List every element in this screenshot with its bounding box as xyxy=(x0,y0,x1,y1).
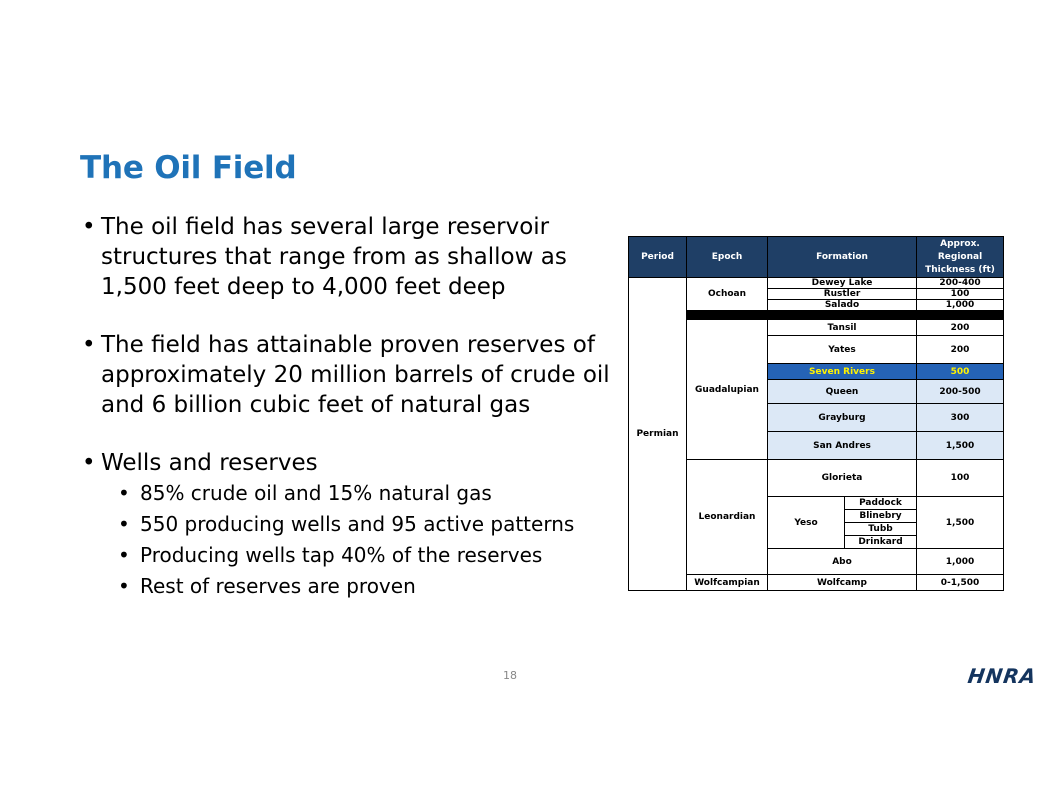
thickness-rustler: 100 xyxy=(917,289,1004,300)
header-epoch: Epoch xyxy=(687,237,768,278)
thickness-tansil: 200 xyxy=(917,320,1004,336)
thickness-yates: 200 xyxy=(917,336,1004,364)
bullet-marker: • xyxy=(82,450,96,476)
formation-yates: Yates xyxy=(768,336,917,364)
thickness-san-andres: 1,500 xyxy=(917,432,1004,460)
header-thickness: Approx. Regional Thickness (ft) xyxy=(917,237,1004,278)
sub-bullet-item xyxy=(118,478,622,509)
sub-bullet-text: 85% crude oil and 15% natural gas xyxy=(140,481,492,505)
thickness-yeso: 1,500 xyxy=(917,497,1004,549)
sub-bullet-item xyxy=(118,509,622,540)
formation-rustler: Rustler xyxy=(768,289,917,300)
sub-bullet-text: Rest of reserves are proven xyxy=(140,574,416,598)
bullet-text: The field has attainable proven reserves of approximately 20 million barrels of crude oil and 6 billion cubic feet of natural gas xyxy=(101,332,610,418)
formation-grayburg: Grayburg xyxy=(768,404,917,432)
formation-yeso: Yeso xyxy=(768,497,845,549)
bullet-marker: • xyxy=(118,574,130,598)
bullet-list xyxy=(82,212,622,602)
header-period: Period xyxy=(629,237,687,278)
header-formation: Formation xyxy=(768,237,917,278)
formation-san-andres: San Andres xyxy=(768,432,917,460)
thickness-salado: 1,000 xyxy=(917,300,1004,311)
formation-seven-rivers: Seven Rivers xyxy=(768,364,917,380)
period-permian: Permian xyxy=(629,278,687,591)
member-drinkard: Drinkard xyxy=(845,536,917,549)
bullet-item xyxy=(82,330,622,420)
page-number: 18 xyxy=(503,669,517,682)
bullet-text: The oil field has several large reservoir structures that range from as shallow as 1,500 feet deep to 4,000 feet deep xyxy=(101,214,567,300)
thickness-abo: 1,000 xyxy=(917,549,1004,575)
bullet-marker: • xyxy=(118,543,130,567)
epoch-leonardian: Leonardian xyxy=(687,460,768,575)
sub-bullet-text: Producing wells tap 40% of the reserves xyxy=(140,543,543,567)
thickness-seven-rivers: 500 xyxy=(917,364,1004,380)
bullet-text: Wells and reserves xyxy=(101,450,318,476)
epoch-ochoan: Ochoan xyxy=(687,278,768,311)
table-header-row xyxy=(629,237,1004,278)
black-separator xyxy=(687,311,1004,320)
thickness-queen: 200-500 xyxy=(917,380,1004,404)
bullet-marker: • xyxy=(118,481,130,505)
formation-glorieta: Glorieta xyxy=(768,460,917,497)
member-paddock: Paddock xyxy=(845,497,917,510)
thickness-dewey-lake: 200-400 xyxy=(917,278,1004,289)
member-blinebry: Blinebry xyxy=(845,510,917,523)
formation-abo: Abo xyxy=(768,549,917,575)
bullet-marker: • xyxy=(118,512,130,536)
epoch-guadalupian: Guadalupian xyxy=(687,320,768,460)
slide-title: The Oil Field xyxy=(80,150,297,186)
formation-dewey-lake: Dewey Lake xyxy=(768,278,917,289)
bullet-item xyxy=(82,448,622,478)
sub-bullet-text: 550 producing wells and 95 active patterns xyxy=(140,512,575,536)
bullet-item xyxy=(82,212,622,302)
bullet-marker: • xyxy=(82,332,96,358)
bullet-marker: • xyxy=(82,214,96,240)
epoch-wolfcampian: Wolfcampian xyxy=(687,575,768,591)
formation-wolfcamp: Wolfcamp xyxy=(768,575,917,591)
table-row xyxy=(629,278,1004,289)
company-logo: HNRA xyxy=(966,664,1039,688)
formation-queen: Queen xyxy=(768,380,917,404)
member-tubb: Tubb xyxy=(845,523,917,536)
formation-tansil: Tansil xyxy=(768,320,917,336)
sub-bullet-item xyxy=(118,540,622,571)
formation-salado: Salado xyxy=(768,300,917,311)
thickness-grayburg: 300 xyxy=(917,404,1004,432)
stratigraphy-table xyxy=(628,236,1004,591)
thickness-wolfcamp: 0-1,500 xyxy=(917,575,1004,591)
sub-bullet-item xyxy=(118,571,622,602)
thickness-glorieta: 100 xyxy=(917,460,1004,497)
